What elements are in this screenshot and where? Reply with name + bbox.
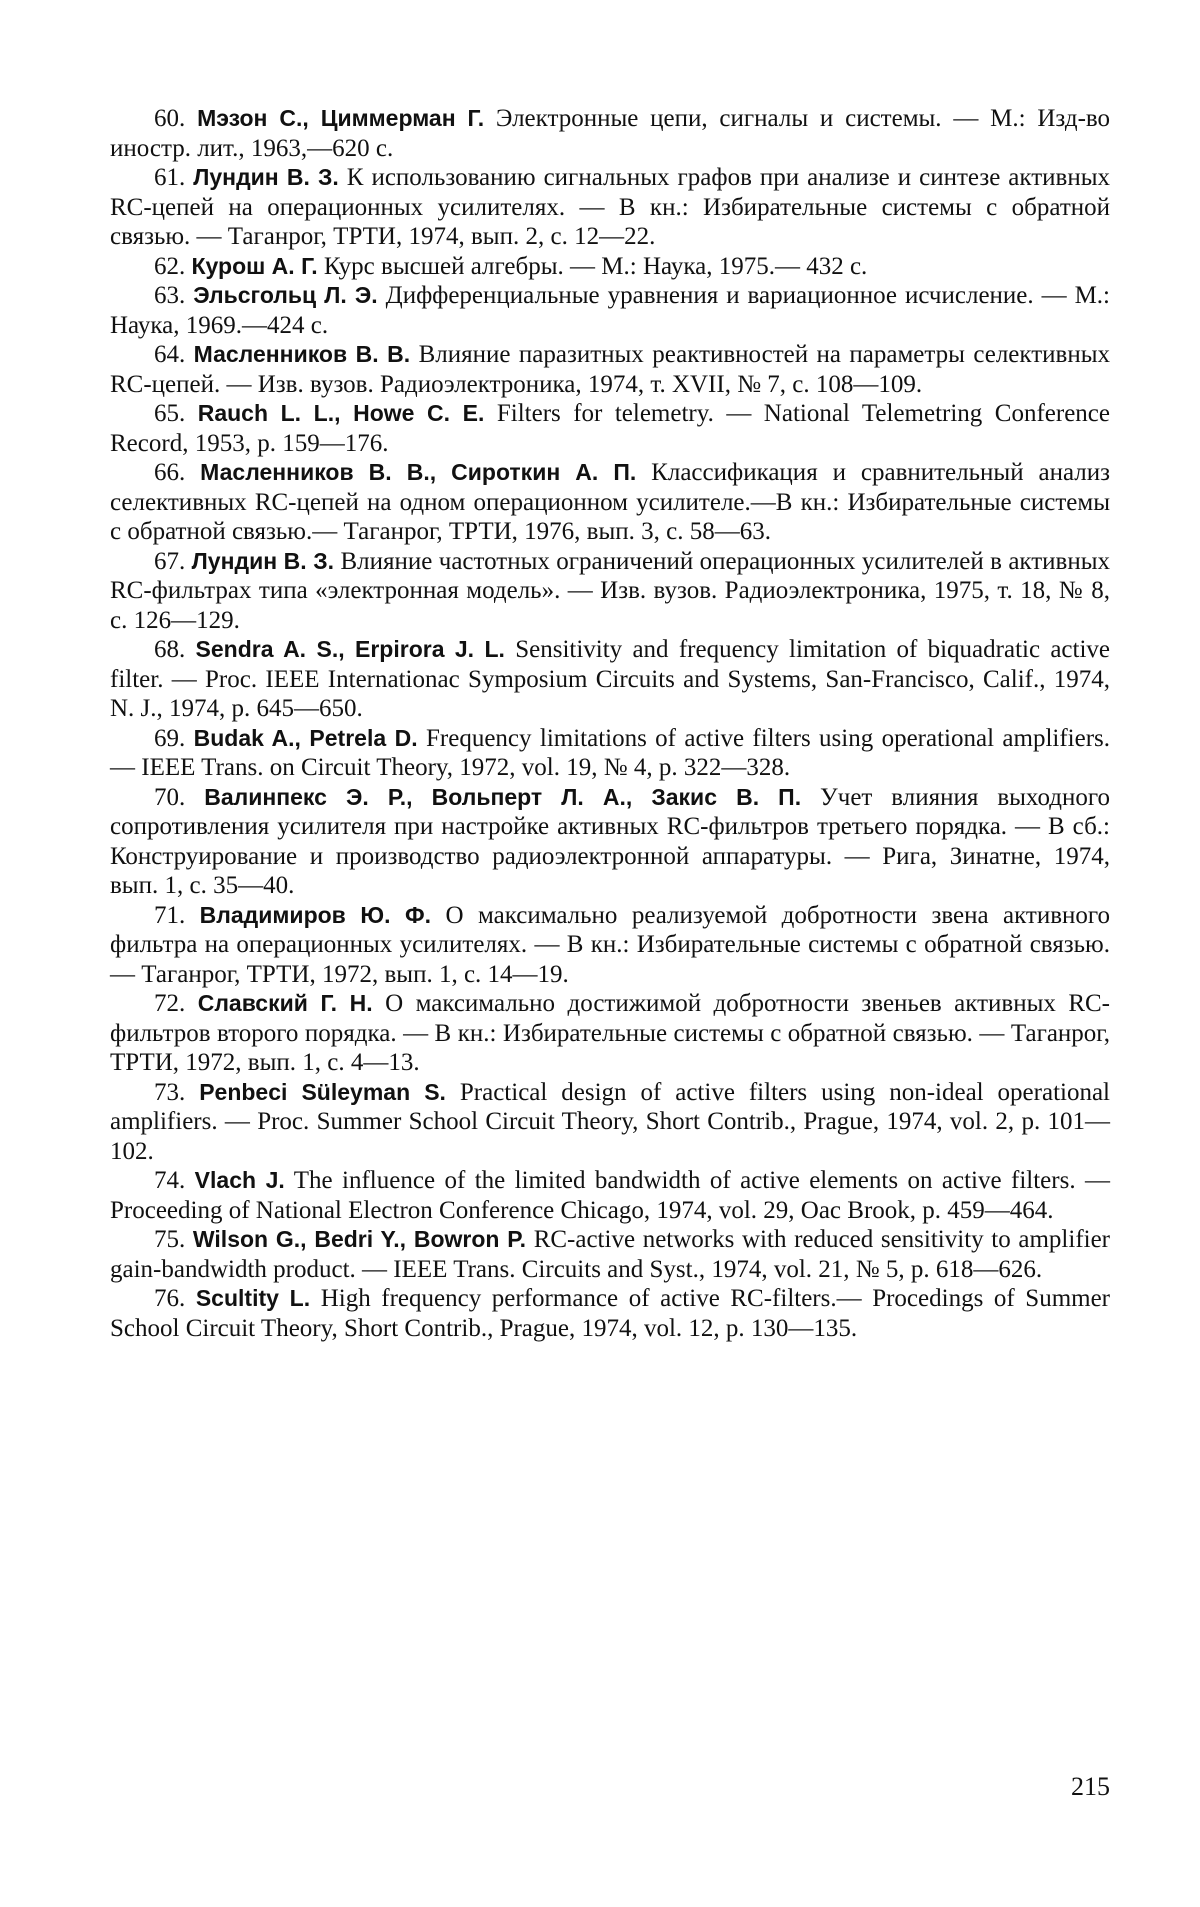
reference-authors: Масленников В. В., Сироткин А. П. <box>200 459 637 485</box>
reference-entry <box>110 783 1110 901</box>
reference-list <box>110 104 1110 1343</box>
reference-text: Filters for telemetry. — National Telemetring Conference Record, 1953, p. 159—176. <box>110 400 1110 457</box>
reference-number: 70. <box>154 783 186 811</box>
reference-number: 73. <box>154 1078 186 1106</box>
reference-text: Влияние паразитных реактивностей на параметры селективных RC-цепей. — Изв. вузов. Радиоэлектроника, 1974, т. XVII, № 7, с. 108—109. <box>110 341 1110 398</box>
reference-entry <box>110 281 1110 340</box>
reference-authors: Славский Г. Н. <box>197 990 373 1016</box>
reference-entry <box>110 1166 1110 1225</box>
reference-text: Sensitivity and frequency limitation of biquadratic active filter. — Proc. IEEE Internationac Symposium Circuits and Systems, San-Francisco, Calif., 1974, N. J., 1974, p. 645—650. <box>110 636 1111 722</box>
reference-text: К использованию сигнальных графов при анализе и синтезе активных RC-цепей на операционных усилителях. — В кн.: Избирательные системы с обратной связью. — Таганрог, ТРТИ, 1974, вып. 2, с. 12—22. <box>110 164 1110 250</box>
reference-number: 67. <box>154 547 186 575</box>
reference-text: Электронные цепи, сигналы и системы. — М.: Изд-во иностр. лит., 1963,—620 с. <box>110 105 1111 162</box>
reference-authors: Wilson G., Bedri Y., Bowron P. <box>192 1226 527 1252</box>
reference-number: 69. <box>154 724 186 752</box>
reference-text: High frequency performance of active RC-filters.— Procedings of Summer School Circuit Theory, Short Contrib., Prague, 1974, vol. 12, p. 130—135. <box>110 1285 1111 1342</box>
reference-authors: Мэзон С., Циммерман Г. <box>197 105 485 131</box>
reference-entry <box>110 724 1110 783</box>
reference-number: 65. <box>154 400 186 427</box>
reference-number: 63. <box>154 282 186 309</box>
reference-entry <box>110 458 1110 547</box>
reference-authors: Лундин В. З. <box>191 547 335 574</box>
reference-authors: Rauch L. L., Howe C. E. <box>197 400 485 426</box>
reference-authors: Валинпекс Э. Р., Вольперт Л. А., Закис В. П. <box>204 783 802 810</box>
reference-text: The influence of the limited bandwidth of active elements on active filters. — Proceeding of National Electron Conference Chicago, 1974, vol. 29, Oac Brook, p. 459—464. <box>110 1167 1110 1224</box>
reference-authors: Эльсгольц Л. Э. <box>193 282 378 308</box>
reference-text: Учет влияния выходного сопротивления усилителя при настройке активных RC-фильтров третьего порядка. — В сб.: Конструирование и производство радиоэлектронной аппаратуры. — Рига, Зинатне, 1974, вып. 1, с. 35—40. <box>110 783 1110 899</box>
reference-authors: Budak A., Petrela D. <box>193 724 418 751</box>
reference-entry <box>110 1284 1110 1343</box>
reference-entry <box>110 989 1110 1078</box>
reference-entry <box>110 1078 1110 1167</box>
reference-authors: Sendra A. S., Erpirora J. L. <box>195 636 505 662</box>
reference-authors: Scultity L. <box>195 1285 311 1311</box>
reference-number: 72. <box>154 990 186 1017</box>
reference-text: Practical design of active filters using non-ideal operational amplifiers. — Proc. Summer School Circuit Theory, Short Contrib., Prague, 1974, vol. 2, p. 101—102. <box>110 1078 1111 1165</box>
reference-number: 68. <box>154 636 186 663</box>
reference-entry <box>110 901 1110 990</box>
reference-authors: Курош А. Г. <box>191 252 318 279</box>
reference-number: 66. <box>154 459 186 486</box>
reference-entry <box>110 340 1110 399</box>
reference-entry <box>110 635 1110 724</box>
reference-number: 61. <box>154 164 186 191</box>
reference-authors: Владимиров Ю. Ф. <box>199 901 432 928</box>
reference-text: Frequency limitations of active filters using operational amplifiers. — IEEE Trans. on Circuit Theory, 1972, vol. 19, № 4, p. 322—328. <box>110 724 1111 781</box>
reference-text: Дифференциальные уравнения и вариационное исчисление. — М.: Наука, 1969.—424 с. <box>110 282 1111 339</box>
reference-text: О максимально реализуемой добротности звена активного фильтра на операционных усилителях. — В кн.: Избирательные системы с обратной связью. — Таганрог, ТРТИ, 1972, вып. 1, с. 14—19. <box>110 901 1111 988</box>
reference-text: RC-active networks with reduced sensitivity to amplifier gain-bandwidth product. — IEEE Trans. Circuits and Syst., 1974, vol. 21, № 5, p. 618—626. <box>110 1226 1111 1283</box>
page-number: 215 <box>1071 1772 1110 1801</box>
reference-number: 74. <box>154 1167 186 1194</box>
reference-authors: Лундин В. З. <box>193 164 339 190</box>
reference-number: 71. <box>154 901 186 929</box>
reference-text: Влияние частотных ограничений операционных усилителей в активных RC-фильтрах типа «электронная модель». — Изв. вузов. Радиоэлектроника, 1975, т. 18, № 8, с. 126—129. <box>110 547 1111 634</box>
reference-entry <box>110 547 1110 636</box>
reference-authors: Penbeci Süleyman S. <box>199 1078 446 1105</box>
reference-text: О максимально достижимой добротности звеньев активных RC-фильтров второго порядка. — В кн.: Избирательные системы с обратной связью. — Таганрог, ТРТИ, 1972, вып. 1, с. 4—13. <box>110 990 1111 1076</box>
reference-entry <box>110 163 1110 252</box>
reference-entry <box>110 399 1110 458</box>
reference-number: 64. <box>154 341 186 368</box>
reference-authors: Масленников В. В. <box>193 341 411 367</box>
reference-authors: Vlach J. <box>194 1167 285 1193</box>
reference-text: Курс высшей алгебры. — М.: Наука, 1975.— 432 с. <box>323 252 868 280</box>
reference-entry <box>110 104 1110 163</box>
reference-entry <box>110 1225 1110 1284</box>
reference-text: Классификация и сравнительный анализ селективных RC-цепей на одном операционном усилителе.—В кн.: Избирательные системы с обратной связью.— Таганрог, ТРТИ, 1976, вып. 3, с. 58—63. <box>110 459 1111 545</box>
reference-number: 60. <box>154 105 186 132</box>
reference-entry <box>110 252 1110 282</box>
reference-number: 62. <box>154 252 186 280</box>
reference-number: 76. <box>154 1285 186 1312</box>
reference-number: 75. <box>154 1226 186 1253</box>
